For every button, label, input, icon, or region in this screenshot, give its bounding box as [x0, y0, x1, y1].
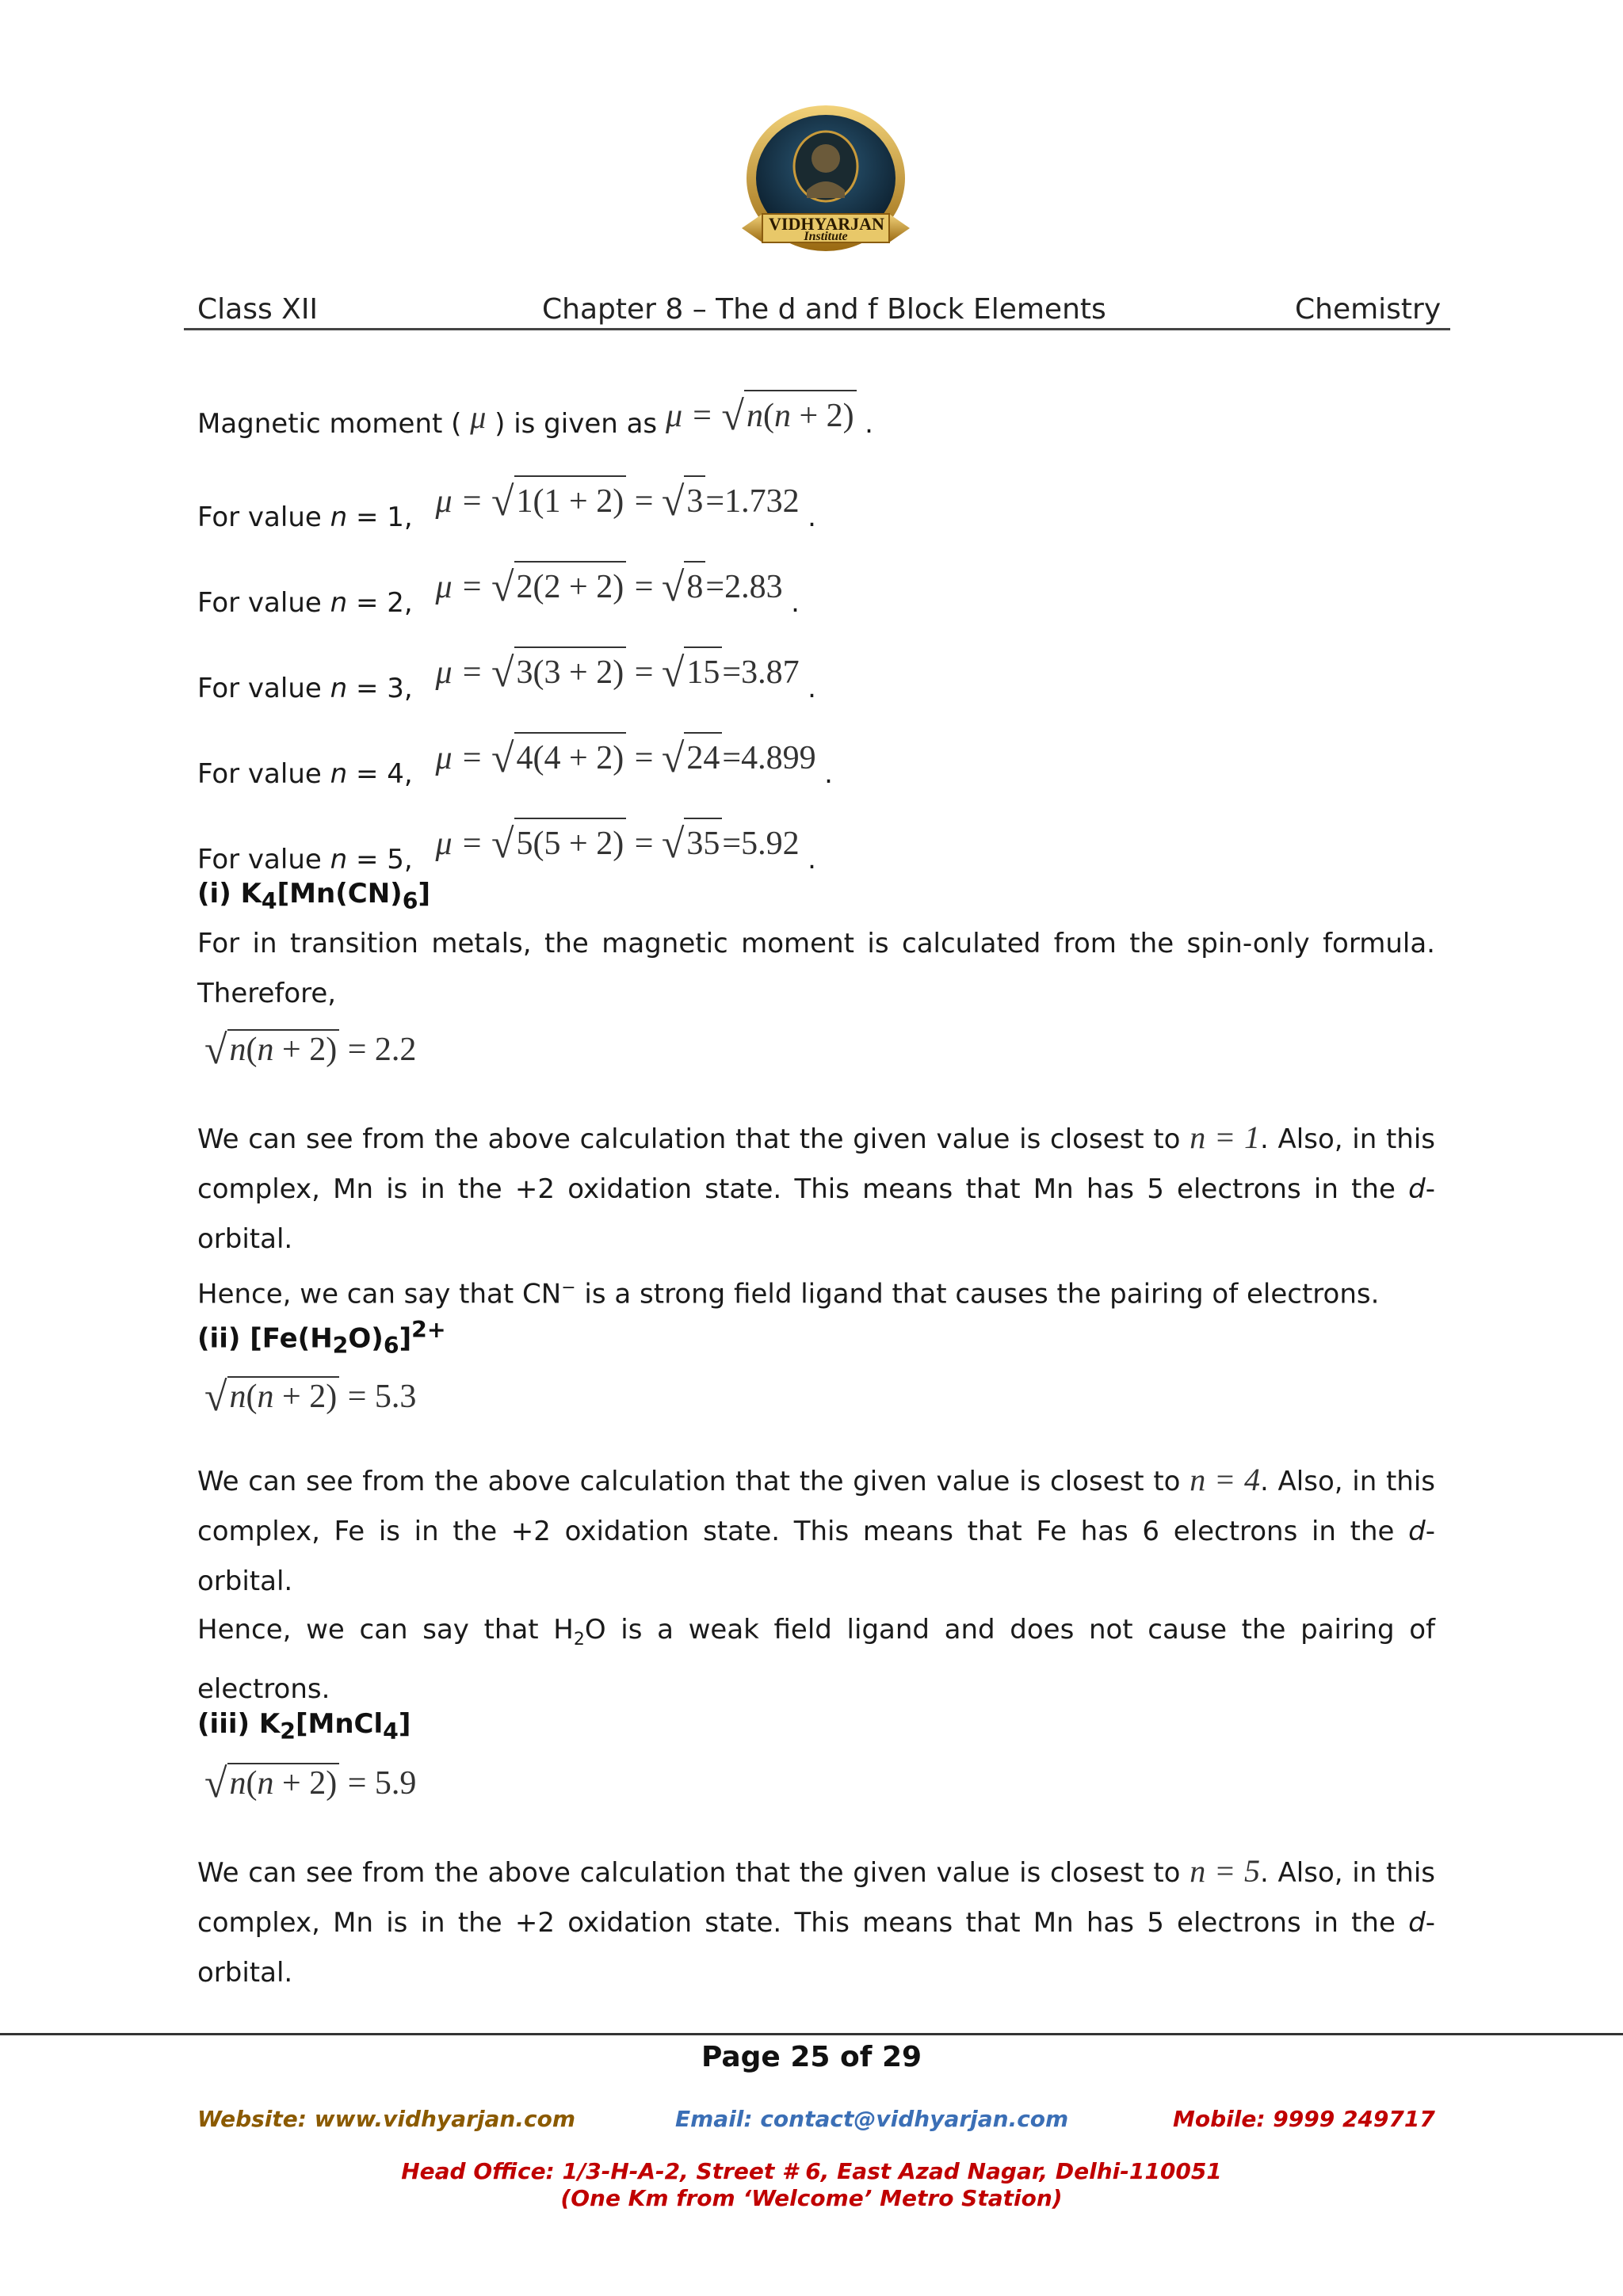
heading-sub: 2 — [280, 1718, 296, 1745]
value-eq: = 3, — [347, 673, 413, 704]
sqrt-icon: √2(2 + 2) — [491, 561, 626, 612]
formula-n: n — [746, 398, 763, 434]
value-label: For value — [197, 587, 330, 619]
intro-text-a: Magnetic moment ( — [197, 408, 462, 440]
text: We can see from the above calculation that the given value is closest to — [197, 1123, 1181, 1155]
formula-lhs: μ = — [435, 740, 483, 776]
formula-n2: n — [773, 398, 791, 434]
radicand: 35 — [684, 818, 722, 869]
value-formula — [435, 822, 808, 867]
d-letter: d — [1408, 1516, 1426, 1547]
heading-part: O) — [348, 1322, 384, 1355]
superscript: − — [561, 1278, 576, 1298]
value-end: . — [808, 502, 816, 533]
section-heading-ii — [197, 1317, 446, 1359]
formula-lhs: μ = — [435, 654, 483, 691]
section-heading-i — [197, 878, 430, 914]
mu-symbol: μ — [470, 399, 487, 435]
radicand: 15 — [684, 646, 722, 698]
formula-paren-a: ( — [762, 398, 774, 434]
formula-n: n — [229, 1379, 246, 1415]
value-eq: = 5, — [347, 844, 413, 875]
formula-lhs: μ = — [435, 483, 483, 520]
radicand: 5(5 + 2) — [514, 818, 627, 869]
formula-n: n — [229, 1765, 246, 1802]
radicand: 4(4 + 2) — [514, 732, 627, 784]
section-ii-equation — [204, 1374, 416, 1421]
equation-result: = 5.3 — [347, 1379, 417, 1415]
sqrt-icon: √3(3 + 2) — [491, 646, 626, 698]
sqrt-icon: √24 — [662, 732, 723, 784]
value-end: . — [808, 844, 816, 875]
section-heading-iii — [197, 1708, 411, 1745]
value-line-1 — [197, 475, 816, 543]
radicand: 2(2 + 2) — [514, 561, 627, 612]
text: . Also, in this complex, Mn is in the +2 oxidation state. This means that Mn has 5 electrons in the — [197, 1857, 1436, 1939]
value-line-4 — [197, 732, 833, 799]
radicand: 1(1 + 2) — [514, 475, 627, 527]
sqrt-icon: √n(n + 2) — [204, 1374, 339, 1421]
formula-result: =5.92 — [722, 826, 800, 862]
sqrt-icon: √4(4 + 2) — [491, 732, 626, 784]
value-label: For value — [197, 502, 330, 533]
formula-paren-b: + 2) — [273, 1032, 338, 1068]
formula-equals: = — [634, 740, 654, 776]
header-chapter: Chapter 8 – The d and f Block Elements — [542, 293, 1106, 326]
text: We can see from the above calculation that the given value is closest to — [197, 1857, 1181, 1889]
formula-result: =3.87 — [722, 654, 800, 691]
heading-sub: 6 — [402, 887, 418, 914]
text: O is a weak field ligand and does not cause the pairing of electrons. — [197, 1614, 1435, 1705]
value-line-3 — [197, 646, 816, 714]
value-eq: = 2, — [347, 587, 413, 619]
text: . Also, in this complex, Fe is in the +2 oxidation state. This means that Fe has 6 electrons in the — [197, 1466, 1436, 1547]
radicand: 24 — [684, 732, 722, 784]
sqrt-icon: √n(n + 2) — [204, 1760, 339, 1807]
section-i-paragraph-1: For in transition metals, the magnetic moment is calculated from the spin-only formula. Therefore, — [197, 928, 1435, 1009]
heading-part: ] — [398, 1708, 411, 1740]
value-end: . — [824, 758, 833, 790]
heading-sub: 6 — [383, 1333, 399, 1360]
section-iii-equation — [204, 1760, 416, 1807]
formula-n2: n — [257, 1379, 274, 1415]
institute-logo — [731, 103, 921, 287]
radicand: 3(3 + 2) — [514, 646, 627, 698]
value-eq: = 4, — [347, 758, 413, 790]
section-i-paragraph-2 — [197, 1112, 1435, 1264]
radicand: 3 — [684, 475, 705, 527]
value-formula — [435, 479, 808, 524]
value-formula — [435, 650, 808, 696]
formula-paren-b: + 2) — [273, 1765, 338, 1802]
heading-sub: 4 — [261, 887, 277, 914]
heading-part: [MnCl — [295, 1708, 384, 1740]
sqrt-icon: √n(n + 2) — [204, 1027, 339, 1074]
text: Hence, we can say that H — [197, 1614, 574, 1646]
value-end: . — [808, 673, 816, 704]
value-label: For value — [197, 844, 330, 875]
formula-lhs: μ = — [435, 569, 483, 605]
formula-lhs: μ = — [435, 826, 483, 862]
equation-result: = 5.9 — [347, 1765, 417, 1802]
equation-result: = 2.2 — [347, 1032, 417, 1068]
heading-part: ] — [418, 878, 430, 910]
magnetic-moment-formula — [665, 394, 865, 439]
section-ii-paragraph-1 — [197, 1455, 1435, 1607]
value-line-5 — [197, 818, 816, 885]
formula-n: n — [229, 1032, 246, 1068]
sqrt-icon: √3 — [662, 475, 706, 527]
formula-paren-b: + 2) — [273, 1379, 338, 1415]
text: Hence, we can say that CN — [197, 1278, 562, 1310]
formula-paren-a: ( — [246, 1032, 258, 1068]
header-divider — [184, 328, 1450, 330]
formula-equals: = — [634, 483, 654, 520]
formula-equals: = — [634, 826, 654, 862]
formula-lhs: μ = — [665, 398, 713, 434]
heading-part: ] — [399, 1322, 412, 1355]
mobile-number: Mobile: 9999 249717 — [1173, 2106, 1435, 2132]
heading-part: (i) K — [197, 878, 262, 910]
value-n: n — [330, 844, 348, 875]
value-formula — [435, 565, 792, 610]
closest-value: n = 5 — [1190, 1853, 1260, 1889]
value-eq: = 1, — [347, 502, 413, 533]
address-landmark: (One Km from ‘Welcome’ Metro Station) — [560, 2185, 1063, 2211]
website-link[interactable]: Website: www.vidhyarjan.com — [197, 2106, 576, 2132]
formula-paren-a: ( — [246, 1379, 258, 1415]
value-label: For value — [197, 758, 330, 790]
d-letter: d — [1408, 1907, 1426, 1939]
page-number: Page 25 of 29 — [701, 2041, 922, 2073]
heading-part: (iii) K — [197, 1708, 281, 1740]
section-i-paragraph-3 — [197, 1263, 1435, 1319]
logo-subtext: Institute — [804, 230, 848, 243]
section-ii-paragraph-2 — [197, 1605, 1435, 1714]
heading-sub: 4 — [383, 1718, 399, 1745]
sqrt-icon: √35 — [662, 818, 723, 869]
formula-paren-b: + 2) — [790, 398, 854, 434]
intro-text-b: ) is given as — [495, 408, 658, 440]
heading-sub: 2 — [332, 1333, 349, 1360]
heading-sup: 2+ — [411, 1317, 446, 1343]
subscript: 2 — [573, 1629, 585, 1650]
value-line-2 — [197, 561, 800, 628]
head-office-address: Head Office: 1/3-H-A-2, Street # 6, East Azad Nagar, Delhi-110051 — [401, 2158, 1222, 2184]
formula-result: =2.83 — [705, 569, 783, 605]
email-link[interactable]: Email: contact@vidhyarjan.com — [675, 2106, 1069, 2132]
closest-value: n = 1 — [1190, 1119, 1260, 1155]
formula-paren-a: ( — [246, 1765, 258, 1802]
d-letter: d — [1408, 1173, 1426, 1205]
sqrt-icon: √n(n + 2) — [721, 390, 856, 441]
intro-line — [197, 390, 873, 449]
intro-end: . — [865, 408, 873, 440]
value-end: . — [791, 587, 800, 619]
header-subject: Chemistry — [1295, 293, 1442, 326]
value-n: n — [330, 587, 348, 619]
heading-part: [Mn(CN) — [277, 878, 403, 910]
sqrt-icon: √15 — [662, 646, 723, 698]
value-n: n — [330, 673, 348, 704]
text: -orbital. — [197, 1173, 1436, 1255]
text: is a strong field ligand that causes the pairing of electrons. — [575, 1278, 1380, 1310]
value-label: For value — [197, 673, 330, 704]
formula-equals: = — [634, 654, 654, 691]
text: We can see from the above calculation that the given value is closest to — [197, 1466, 1181, 1497]
formula-equals: = — [634, 569, 654, 605]
text: -orbital. — [197, 1516, 1435, 1597]
heading-part: (ii) [Fe(H — [197, 1322, 333, 1355]
footer-divider — [0, 2033, 1623, 2035]
sqrt-icon: √1(1 + 2) — [491, 475, 626, 527]
formula-n2: n — [257, 1032, 274, 1068]
header-class: Class XII — [197, 293, 319, 326]
formula-n2: n — [257, 1765, 274, 1802]
value-formula — [435, 736, 825, 781]
value-n: n — [330, 502, 348, 533]
sqrt-icon: √5(5 + 2) — [491, 818, 626, 869]
radicand: 8 — [684, 561, 705, 612]
formula-result: =1.732 — [705, 483, 800, 520]
text: . Also, in this complex, Mn is in the +2 oxidation state. This means that Mn has 5 electrons in the — [197, 1123, 1436, 1205]
sqrt-icon: √8 — [662, 561, 706, 612]
value-n: n — [330, 758, 348, 790]
section-i-equation — [204, 1027, 416, 1074]
logo-text: VIDHYARJAN — [769, 214, 884, 234]
text: -orbital. — [197, 1907, 1436, 1989]
closest-value: n = 4 — [1190, 1462, 1260, 1497]
section-iii-paragraph-1 — [197, 1846, 1435, 1998]
formula-result: =4.899 — [722, 740, 816, 776]
